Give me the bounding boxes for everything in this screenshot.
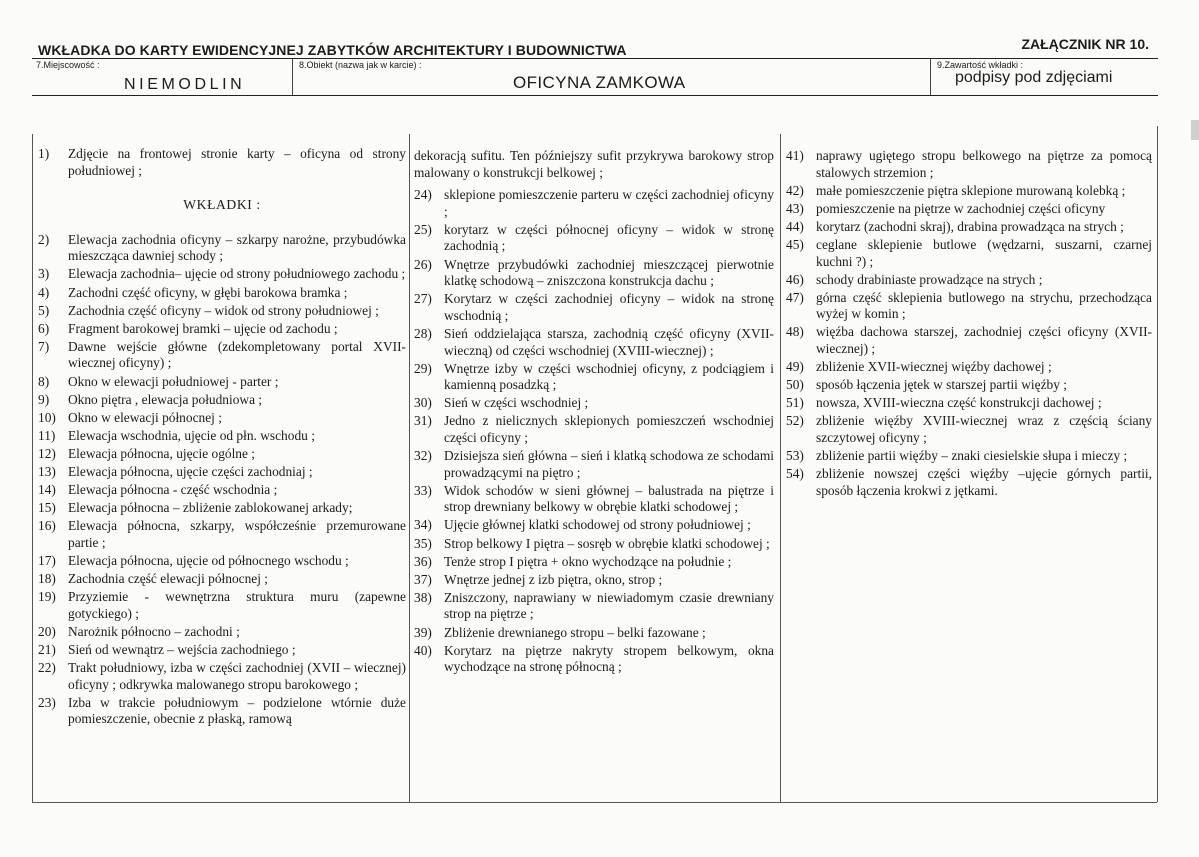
caption-entry <box>38 589 406 622</box>
caption-entry <box>38 695 406 728</box>
content-field <box>930 59 1159 95</box>
caption-column-2 <box>414 148 774 677</box>
table-border-right <box>1157 126 1158 802</box>
caption-entry <box>414 517 774 534</box>
caption-entry <box>786 219 1152 236</box>
caption-number: 11) <box>38 427 56 443</box>
caption-entry <box>414 590 774 623</box>
caption-number: 17) <box>38 552 56 568</box>
caption-number: 24) <box>414 187 432 203</box>
caption-text: Elewacja północna – zbliżenie zablokowanej arkady; <box>68 500 353 516</box>
caption-number: 35) <box>414 535 432 551</box>
caption-text: Okno w elewacji północnej ; <box>68 409 222 425</box>
caption-text: Trakt południowy, izba w części zachodniej (XVII – wiecznej) oficyny ; odkrywka malowanego stropu barokowego ; <box>68 660 406 692</box>
caption-number: 46) <box>786 271 804 287</box>
caption-text: Sień oddzielająca starsza, zachodnią część oficyny (XVII-wieczną) od części wschodniej (XVIII-wiecznej) ; <box>444 325 774 358</box>
caption-number: 16) <box>38 518 56 534</box>
caption-text: schody drabiniaste prowadzące na strych ; <box>816 271 1043 287</box>
caption-number: 44) <box>786 218 804 234</box>
caption-entry <box>38 500 406 517</box>
column-divider-2 <box>780 134 781 802</box>
caption-number: 3) <box>38 266 50 282</box>
caption-entry <box>414 326 774 359</box>
caption-text: zbliżenie nowszej części więźby –ujęcie górnych partii, sposób łączenia krokwi z jętkami. <box>816 466 1152 498</box>
caption-entry <box>414 361 774 394</box>
caption-entry <box>786 448 1152 465</box>
caption-number: 42) <box>786 182 804 198</box>
caption-entry <box>414 187 774 220</box>
caption-entry <box>38 624 406 641</box>
caption-entry <box>38 642 406 659</box>
caption-text: Zachodni część oficyny, w głębi barokowa bramka ; <box>68 284 348 300</box>
caption-text: Zachodnia część oficyny – widok od strony południowej ; <box>68 302 379 318</box>
caption-entry <box>38 553 406 570</box>
caption-entry <box>414 413 774 446</box>
caption-number: 48) <box>786 324 804 340</box>
caption-number: 2) <box>38 231 50 247</box>
caption-number: 33) <box>414 482 432 498</box>
caption-entry <box>786 237 1152 270</box>
caption-entry <box>414 625 774 642</box>
caption-entry <box>38 410 406 427</box>
caption-text: sklepione pomieszczenie parteru w części zachodniej oficyny ; <box>444 187 774 219</box>
locality-value: NIEMODLIN <box>124 76 246 93</box>
caption-number: 51) <box>786 395 804 411</box>
caption-number: 53) <box>786 448 804 464</box>
table-border-bottom <box>32 802 1157 803</box>
caption-text: Jedno z nielicznych sklepionych pomieszczeń wschodniej części oficyny ; <box>444 413 774 445</box>
caption-number: 25) <box>414 221 432 237</box>
caption-entry <box>414 536 774 553</box>
locality-field <box>34 59 290 95</box>
caption-number: 20) <box>38 623 56 639</box>
caption-text: Ujęcie głównej klatki schodowej od strony południowej ; <box>444 517 751 533</box>
caption-entry <box>786 466 1152 499</box>
caption-entry <box>38 392 406 409</box>
caption-entry <box>786 413 1152 446</box>
attachment-number: ZAŁĄCZNIK NR 10. <box>1021 36 1149 52</box>
caption-text: Elewacja północna - część wschodnia ; <box>68 482 278 498</box>
caption-text: Sień w części wschodniej ; <box>444 395 589 411</box>
caption-text: Izba w trakcie południowym – podzielone wtórnie duże pomieszczenie, obecnie z płaską, ramową <box>68 694 406 727</box>
caption-entry <box>38 518 406 551</box>
caption-text: górna część sklepienia butlowego na strychu, przechodząca wyżej w komin ; <box>816 289 1152 322</box>
caption-text: Dzisiejsza sień główna – sień i klatką schodowa ze schodami prowadzącymi na piętro ; <box>444 448 774 480</box>
caption-continuation: dekoracją sufitu. Ten późniejszy sufit przykrywa barokowy strop malowany o konstrukcji belkowej ; <box>414 148 774 180</box>
caption-number: 29) <box>414 360 432 376</box>
caption-text: ceglane sklepienie butlowe (wędzarni, suszarni, czarnej kuchni ?) ; <box>816 236 1152 269</box>
caption-number: 22) <box>38 660 56 676</box>
caption-entry <box>786 272 1152 289</box>
content-label: 9.Zawartość wkładki : <box>937 60 1024 70</box>
object-value: OFICYNA ZAMKOWA <box>513 73 686 92</box>
caption-number: 9) <box>38 391 50 407</box>
caption-entry <box>38 232 406 265</box>
caption-entry <box>38 303 406 320</box>
caption-entry <box>38 428 406 445</box>
caption-text: małe pomieszczenie piętra sklepione murowaną kolebką ; <box>816 182 1126 198</box>
table-border-left <box>32 134 33 802</box>
caption-number: 13) <box>38 464 56 479</box>
caption-text: Fragment barokowej bramki – ujęcie od zachodu ; <box>68 320 338 336</box>
caption-number: 32) <box>414 448 432 464</box>
locality-label: 7.Miejscowość : <box>36 60 100 70</box>
caption-text: Zdjęcie na frontowej stronie karty – oficyna od strony południowej ; <box>68 146 406 178</box>
paper-edge-mark <box>1191 120 1199 140</box>
caption-text: Elewacja wschodnia, ujęcie od płn. wschodu ; <box>68 427 315 443</box>
caption-number: 18) <box>38 571 56 587</box>
caption-text: Zbliżenie drewnianego stropu – belki fazowane ; <box>444 624 706 640</box>
content-value: podpisy pod zdjęciami <box>955 69 1113 86</box>
caption-entry <box>414 222 774 255</box>
caption-list-2 <box>414 187 774 676</box>
caption-text: korytarz w części północnej oficyny – widok w stronę zachodnią ; <box>444 221 774 254</box>
caption-entry <box>414 643 774 676</box>
caption-entry <box>38 660 406 693</box>
caption-number: 1) <box>38 146 50 161</box>
caption-number: 7) <box>38 338 50 354</box>
caption-entry <box>414 257 774 290</box>
caption-text: Okno piętra , elewacja południowa ; <box>68 391 263 407</box>
caption-number: 40) <box>414 642 432 658</box>
caption-number: 50) <box>786 377 804 393</box>
caption-number: 49) <box>786 359 804 375</box>
caption-text: Tenże strop I piętra + okno wychodzące na południe ; <box>444 553 732 569</box>
caption-number: 31) <box>414 413 432 429</box>
caption-number: 34) <box>414 517 432 533</box>
caption-entry <box>414 483 774 516</box>
caption-number: 14) <box>38 482 56 498</box>
caption-number: 54) <box>786 466 804 482</box>
caption-number: 43) <box>786 200 804 216</box>
caption-entry <box>38 339 406 372</box>
caption-list-3 <box>786 148 1152 499</box>
caption-entry <box>38 571 406 588</box>
caption-entry <box>786 359 1152 376</box>
caption-text: Okno w elewacji południowej - parter ; <box>68 373 279 389</box>
caption-text: pomieszczenie na piętrze w zachodniej części oficyny <box>816 200 1106 216</box>
caption-number: 45) <box>786 236 804 252</box>
caption-entry <box>786 324 1152 357</box>
caption-text: Sień od wewnątrz – wejścia zachodniego ; <box>68 641 296 657</box>
caption-text: zbliżenie więźby XVIII-wiecznej wraz z częścią ściany szczytowej oficyny ; <box>816 413 1152 445</box>
caption-number: 12) <box>38 445 56 461</box>
caption-entry <box>786 290 1152 323</box>
caption-number: 41) <box>786 148 804 163</box>
caption-text: Korytarz na piętrze nakryty stropem belkowym, okna wychodzące na stronę północną ; <box>444 642 774 675</box>
caption-entry <box>414 291 774 324</box>
caption-number: 28) <box>414 325 432 341</box>
section-heading: WKŁADKI : <box>183 197 261 213</box>
caption-number: 38) <box>414 589 432 605</box>
caption-entry <box>414 572 774 589</box>
caption-number: 21) <box>38 641 56 657</box>
caption-entry <box>786 148 1152 181</box>
caption-number: 15) <box>38 500 56 516</box>
caption-text: Elewacja północna, szkarpy, współcześnie przemurowane partie ; <box>68 518 406 550</box>
caption-text: nowsza, XVIII-wieczna część konstrukcji dachowej ; <box>816 395 1102 411</box>
caption-text: Zniszczony, naprawiany w niewiadomym czasie drewniany strop na piętrze ; <box>444 589 774 622</box>
caption-number: 47) <box>786 289 804 305</box>
caption-number: 19) <box>38 589 56 605</box>
caption-text: Wnętrze izby w części wschodniej oficyny, z podciągiem i kamienną posadzką ; <box>444 360 774 393</box>
caption-text: Zachodnia część elewacji północnej ; <box>68 571 269 587</box>
caption-column-1 <box>38 146 406 729</box>
caption-number: 10) <box>38 409 56 425</box>
caption-list-1 <box>38 232 406 728</box>
caption-entry <box>38 482 406 499</box>
caption-entry <box>786 201 1152 218</box>
caption-number: 36) <box>414 553 432 569</box>
caption-entry <box>786 183 1152 200</box>
caption-text: korytarz (zachodni skraj), drabina prowadząca na strych ; <box>816 218 1124 234</box>
caption-entry <box>786 377 1152 394</box>
caption-number: 26) <box>414 256 432 272</box>
caption-number: 23) <box>38 694 56 710</box>
caption-entry <box>414 554 774 571</box>
caption-number: 52) <box>786 413 804 429</box>
caption-text: zbliżenie XVII-wiecznej więźby dachowej ; <box>816 359 1052 375</box>
object-field <box>292 59 931 95</box>
caption-text: Elewacja zachodnia– ujęcie od strony południowego zachodu ; <box>68 266 406 282</box>
column-divider-1 <box>409 134 410 802</box>
caption-column-3 <box>786 148 1152 501</box>
caption-entry <box>38 374 406 391</box>
caption-number: 8) <box>38 373 50 389</box>
caption-number: 6) <box>38 320 50 336</box>
caption-text: Wnętrze jednej z izb piętra, okno, strop ; <box>444 571 663 587</box>
document-title: WKŁADKA DO KARTY EWIDENCYJNEJ ZABYTKÓW ARCHITEKTURY I BUDOWNICTWA <box>38 42 627 58</box>
caption-entry <box>414 395 774 412</box>
caption-text: naprawy ugiętego stropu belkowego na piętrze za pomocą stalowych strzemion ; <box>816 148 1152 180</box>
caption-text: Elewacja północna, ujęcie od północnego wschodu ; <box>68 552 349 568</box>
caption-number: 30) <box>414 395 432 411</box>
caption-entry <box>38 464 406 481</box>
caption-entry <box>38 285 406 302</box>
caption-number: 5) <box>38 302 50 318</box>
object-label: 8.Obiekt (nazwa jak w karcie) : <box>299 60 422 70</box>
header-rule-bottom <box>32 95 1158 96</box>
caption-text: Widok schodów w sieni głównej – balustrada na piętrze i strop drewniany belkowy w obrębie klatki schodowej ; <box>444 482 774 515</box>
caption-number: 39) <box>414 624 432 640</box>
caption-entry <box>786 395 1152 412</box>
caption-text: Narożnik północno – zachodni ; <box>68 623 240 639</box>
caption-text: więźba dachowa starszej, zachodniej części oficyny (XVII-wiecznej) ; <box>816 324 1152 357</box>
caption-number: 27) <box>414 291 432 307</box>
caption-text: Korytarz w części zachodniej oficyny – widok na stronę wschodnią ; <box>444 291 774 323</box>
caption-number: 37) <box>414 571 432 587</box>
caption-text: Strop belkowy I piętra – sosręb w obrębie klatki schodowej ; <box>444 535 770 551</box>
caption-entry <box>414 448 774 481</box>
caption-entry <box>38 446 406 463</box>
caption-text: Elewacja zachodnia oficyny – szkarpy narożne, przybudówka mieszcząca dawniej schody ; <box>68 231 406 264</box>
caption-number: 4) <box>38 284 50 300</box>
caption-text: zbliżenie partii więźby – znaki ciesielskie słupa i mieczy ; <box>816 448 1128 464</box>
caption-text: Elewacja północna, ujęcie części zachodniaj ; <box>68 464 313 479</box>
caption-text: Elewacja północna, ujęcie ogólne ; <box>68 445 256 461</box>
caption-entry <box>38 266 406 283</box>
caption-entry <box>38 321 406 338</box>
caption-text: Przyziemie - wewnętrzna struktura muru (zapewne gotyckiego) ; <box>68 589 406 621</box>
caption-text: Wnętrze przybudówki zachodniej mieszczącej pierwotnie klatkę schodową – zniszczona konstrukcja dachu ; <box>444 256 774 289</box>
caption-text: sposób łączenia jętek w starszej partii więźby ; <box>816 377 1067 393</box>
caption-text: Dawne wejście główne (zdekompletowany portal XVII-wiecznej oficyny) ; <box>68 338 406 371</box>
caption-entry <box>38 146 406 179</box>
